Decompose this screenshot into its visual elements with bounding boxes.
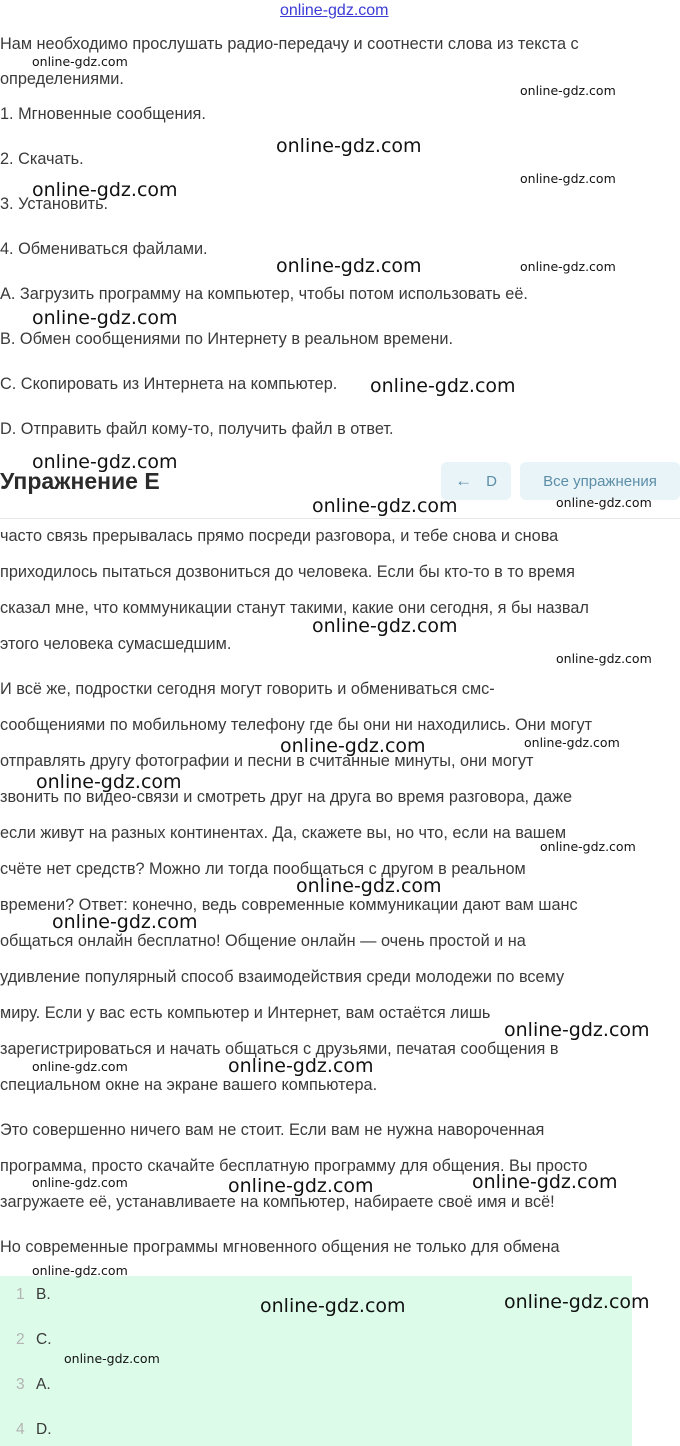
watermark: online-gdz.com	[520, 259, 616, 274]
task-intro-line1: Нам необходимо прослушать радио-передачу и соотнести слова из текста с	[0, 35, 579, 53]
answer-row	[16, 1376, 51, 1394]
watermark: online-gdz.com	[228, 1055, 374, 1077]
answer-number: 3	[16, 1376, 25, 1393]
answer-number: 1	[16, 1286, 25, 1303]
text-line: времени? Ответ: конечно, ведь современные коммуникации дают вам шанс	[0, 896, 578, 914]
watermark: online-gdz.com	[370, 375, 516, 397]
exercise-title: Упражнение E	[0, 468, 160, 494]
divider	[0, 518, 680, 519]
watermark: online-gdz.com	[296, 875, 442, 897]
watermark: online-gdz.com	[32, 307, 178, 329]
answer-row	[16, 1421, 52, 1439]
text-line: сказал мне, что коммуникации станут такими, какие они сегодня, я бы назвал	[0, 599, 589, 617]
watermark: online-gdz.com	[312, 615, 458, 637]
text-line: специальном окне на экране вашего компьютера.	[0, 1076, 378, 1094]
watermark: online-gdz.com	[312, 495, 458, 517]
arrow-left-icon: ←	[455, 471, 473, 490]
watermark: online-gdz.com	[32, 451, 178, 473]
watermark: online-gdz.com	[64, 1351, 160, 1366]
watermark: online-gdz.com	[520, 171, 616, 186]
answer-value: C.	[36, 1331, 52, 1348]
watermark: online-gdz.com	[52, 911, 198, 933]
answer-row	[16, 1286, 51, 1304]
watermark: online-gdz.com	[524, 735, 620, 750]
text-line: если живут на разных континентах. Да, скажете вы, но что, если на вашем	[0, 824, 567, 842]
text-line: счёте нет средств? Можно ли тогда пообщаться с другом в реальном	[0, 860, 526, 878]
text-line: сообщениями по мобильному телефону где бы они ни находились. Они могут	[0, 716, 593, 734]
watermark: online-gdz.com	[504, 1019, 650, 1041]
watermark: online-gdz.com	[32, 54, 128, 69]
task-definition: C. Скопировать из Интернета на компьютер.	[0, 375, 338, 393]
site-link[interactable]: online-gdz.com	[280, 2, 389, 19]
answer-value: B.	[36, 1286, 51, 1303]
text-line: загружаете её, устанавливаете на компьютер, набираете своё имя и всё!	[0, 1193, 555, 1211]
watermark: online-gdz.com	[36, 771, 182, 793]
task-item: 4. Обмениваться файлами.	[0, 240, 208, 258]
all-exercises-label: Все упражнения	[543, 472, 657, 490]
watermark: online-gdz.com	[276, 255, 422, 277]
answer-number: 2	[16, 1331, 25, 1348]
answer-number: 4	[16, 1421, 25, 1438]
text-line: общаться онлайн бесплатно! Общение онлайн — очень простой и на	[0, 932, 526, 950]
watermark: online-gdz.com	[540, 839, 636, 854]
text-line: часто связь прерывалась прямо посреди разговора, и тебе снова и снова	[0, 527, 559, 545]
watermark: online-gdz.com	[32, 1175, 128, 1190]
watermark: online-gdz.com	[276, 135, 422, 157]
task-definition: A. Загрузить программу на компьютер, чтобы потом использовать её.	[0, 285, 528, 303]
watermark: online-gdz.com	[228, 1175, 374, 1197]
text-line: программа, просто скачайте бесплатную программу для общения. Вы просто	[0, 1157, 588, 1175]
answer-value: D.	[36, 1421, 52, 1438]
prev-exercise-label: D	[486, 472, 497, 490]
text-line: этого человека сумасшедшим.	[0, 635, 232, 653]
text-line: звонить по видео-связи и смотреть друг на друга во время разговора, даже	[0, 788, 573, 806]
task-item: 1. Мгновенные сообщения.	[0, 105, 206, 123]
text-line: миру. Если у вас есть компьютер и Интернет, вам остаётся лишь	[0, 1004, 491, 1022]
task-definition: B. Обмен сообщениями по Интернету в реальном времени.	[0, 330, 454, 348]
task-definition: D. Отправить файл кому-то, получить файл в ответ.	[0, 420, 394, 438]
watermark: online-gdz.com	[260, 1295, 406, 1317]
text-line: Это совершенно ничего вам не стоит. Если вам не нужна навороченная	[0, 1121, 545, 1139]
text-line: И всё же, подростки сегодня могут говорить и обмениваться смс-	[0, 680, 495, 698]
text-line: Но современные программы мгновенного общения не только для обмена	[0, 1238, 560, 1256]
task-item: 3. Установить.	[0, 195, 109, 213]
text-line: отправлять другу фотографии и песни в считанные минуты, они могут	[0, 752, 534, 770]
watermark: online-gdz.com	[32, 1059, 128, 1074]
text-line: приходилось пытаться дозвониться до человека. Если бы кто-то в то время	[0, 563, 575, 581]
watermark: online-gdz.com	[556, 651, 652, 666]
watermark: online-gdz.com	[32, 179, 178, 201]
answer-row	[16, 1331, 52, 1349]
text-line: удивление популярный способ взаимодействия среди молодежи по всему	[0, 968, 565, 986]
task-item: 2. Скачать.	[0, 150, 84, 168]
text-line: зарегистрироваться и начать общаться с друзьями, печатая сообщения в	[0, 1040, 559, 1058]
watermark: online-gdz.com	[280, 735, 426, 757]
watermark: online-gdz.com	[520, 83, 616, 98]
watermark: online-gdz.com	[504, 1291, 650, 1313]
watermark: online-gdz.com	[556, 495, 652, 510]
answer-value: A.	[36, 1376, 51, 1393]
task-intro-line2: определениями.	[0, 70, 124, 88]
watermark: online-gdz.com	[472, 1171, 618, 1193]
watermark: online-gdz.com	[32, 1263, 128, 1278]
